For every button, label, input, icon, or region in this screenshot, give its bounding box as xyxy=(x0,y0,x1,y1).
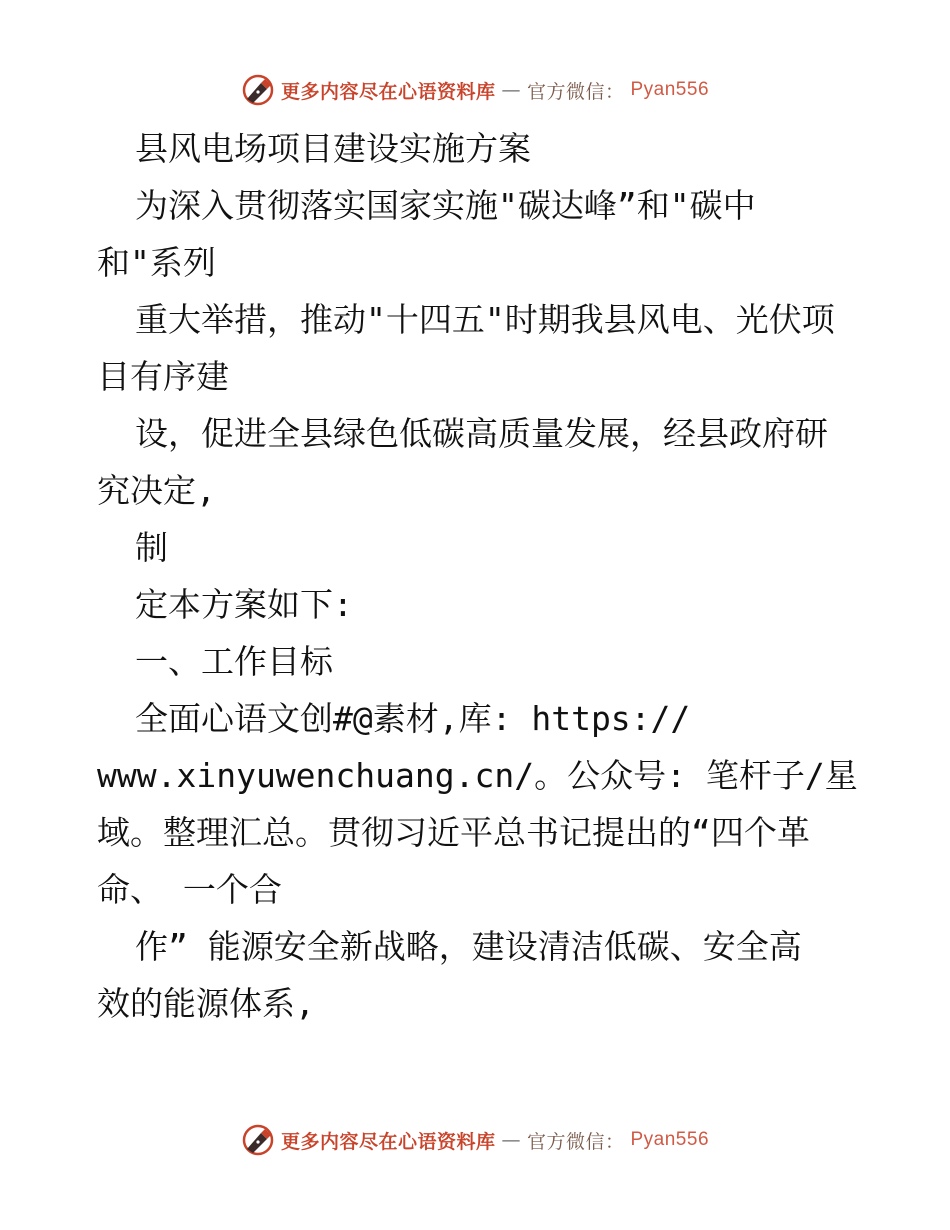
paragraph-line: 命、 一个合 xyxy=(97,870,282,909)
section-heading: 一、工作目标 xyxy=(135,642,333,681)
paragraph-line: 究决定, xyxy=(97,471,216,510)
page-footer-watermark xyxy=(0,1120,950,1160)
paragraph-line: 和"系列 xyxy=(97,243,216,282)
paragraph-line: 设，促进全县绿色低碳高质量发展，经县政府研 xyxy=(135,414,828,453)
paragraph-line: www.xinyuwenchuang.cn/。公众号: 笔杆子/星 xyxy=(97,756,858,795)
paragraph-line: 定本方案如下: xyxy=(135,585,353,624)
paragraph-line: 域。整理汇总。贯彻习近平总书记提出的“四个革 xyxy=(97,813,810,852)
document-body xyxy=(97,120,877,1032)
paragraph-line: 目有序建 xyxy=(97,357,229,396)
document-title: 县风电场项目建设实施方案 xyxy=(135,129,531,168)
header-wechat-label: 官方微信： xyxy=(526,80,625,103)
footer-wechat-label: 官方微信： xyxy=(526,1130,625,1153)
header-brand-text: 更多内容尽在心语资料库 xyxy=(280,80,496,103)
header-dash: — xyxy=(501,79,521,101)
paragraph-line: 效的能源体系, xyxy=(97,984,315,1023)
page-header-watermark xyxy=(0,70,950,110)
paragraph-line: 作” 能源安全新战略，建设清洁低碳、安全高 xyxy=(135,927,802,966)
pen-nib-logo-icon xyxy=(241,73,275,107)
paragraph-line: 为深入贯彻落实国家实施"碳达峰”和"碳中 xyxy=(135,186,756,225)
header-wechat-id: Pyan556 xyxy=(630,79,710,100)
paragraph-line: 重大举措，推动"十四五"时期我县风电、光伏项 xyxy=(135,300,835,339)
pen-nib-logo-icon xyxy=(241,1123,275,1157)
footer-dash: — xyxy=(501,1129,521,1151)
footer-wechat-id: Pyan556 xyxy=(630,1129,710,1150)
paragraph-line: 全面心语文创#@素材,库: https:// xyxy=(135,699,691,738)
paragraph-line: 制 xyxy=(135,528,168,567)
footer-brand-text: 更多内容尽在心语资料库 xyxy=(280,1130,496,1153)
